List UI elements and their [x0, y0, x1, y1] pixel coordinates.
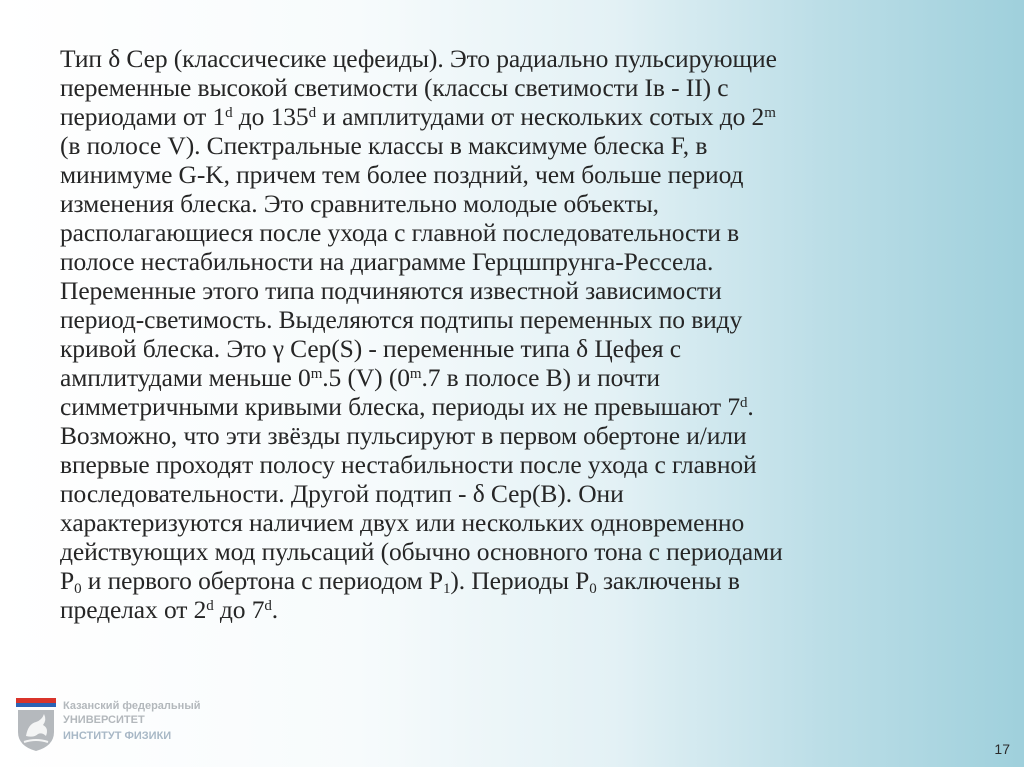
text-line: [60, 363, 960, 392]
text-line: [60, 218, 960, 247]
subscript: 0: [74, 580, 82, 597]
text-line: [60, 44, 960, 73]
text-line: [60, 247, 960, 276]
text-line: [60, 73, 960, 102]
text-line: [60, 131, 960, 160]
text-segment: до 135: [232, 102, 309, 131]
text-segment: и амплитудами от нескольких сотых до 2: [315, 102, 765, 131]
text-segment: .7 в полосе В) и почти: [421, 363, 660, 392]
text-segment: характеризуются наличием двух или нескольких одновременно: [60, 508, 745, 537]
text-line: [60, 566, 960, 595]
superscript: d: [308, 104, 316, 121]
text-segment: действующих мод пульсаций (обычно основного тона с периодами: [60, 537, 783, 566]
text-segment: .: [271, 595, 279, 624]
superscript: d: [264, 597, 272, 614]
text-segment: Р: [60, 566, 75, 595]
text-segment: заключены в: [596, 566, 740, 595]
slide-body-text: [60, 44, 960, 624]
text-line: [60, 276, 960, 305]
text-segment: кривой блеска. Это γ Сер(S) - переменные типа δ Цефея с: [60, 334, 681, 363]
footer-university: [63, 699, 200, 743]
text-segment: ). Периоды Р: [450, 566, 590, 595]
text-segment: .: [747, 392, 754, 421]
university-name-line1: Казанский федеральный: [63, 700, 201, 712]
text-segment: периодами от 1: [60, 102, 226, 131]
text-segment: изменения блеска. Это сравнительно молодые объекты,: [60, 189, 659, 218]
text-line: [60, 537, 960, 566]
subscript: 0: [589, 580, 597, 597]
subscript: 1: [443, 580, 451, 597]
text-segment: до 7: [213, 595, 265, 624]
superscript: d: [206, 597, 214, 614]
text-line: [60, 479, 960, 508]
text-line: [60, 421, 960, 450]
text-line: [60, 305, 960, 334]
superscript: m: [409, 365, 422, 382]
text-line: [60, 189, 960, 218]
text-segment: впервые проходят полосу нестабильности после ухода с главной: [60, 450, 757, 479]
text-segment: (в полосе V). Спектральные классы в максимуме блеска F, в: [60, 131, 708, 160]
text-segment: полосе нестабильности на диаграмме Герцшпрунга-Рессела.: [60, 247, 714, 276]
text-segment: и первого обертона с периодом Р: [81, 566, 443, 595]
text-line: [60, 392, 960, 421]
text-segment: Переменные этого типа подчиняются известной зависимости: [60, 276, 722, 305]
page-number: 17: [994, 741, 1010, 757]
kfu-logo-icon: [16, 698, 56, 752]
text-line: [60, 508, 960, 537]
text-segment: Возможно, что эти звёзды пульсируют в первом обертоне и/или: [60, 421, 747, 450]
text-segment: располагающиеся после ухода с главной последовательности в: [60, 218, 740, 247]
text-segment: .5 (V) (0: [322, 363, 410, 392]
text-line: [60, 160, 960, 189]
text-segment: переменные высокой светимости (классы светимости Iв - II) с: [60, 73, 729, 102]
superscript: m: [310, 365, 323, 382]
text-segment: Тип δ Сер (классичесике цефеиды). Это радиально пульсирующие: [60, 44, 777, 73]
text-line: [60, 102, 960, 131]
text-line: [60, 595, 960, 624]
text-segment: последовательности. Другой подтип - δ Сер(В). Они: [60, 479, 624, 508]
superscript: m: [764, 104, 776, 121]
text-segment: пределах от 2: [60, 595, 207, 624]
institute-name: ИНСТИТУТ ФИЗИКИ: [63, 730, 172, 742]
superscript: d: [225, 104, 233, 121]
text-segment: симметричными кривыми блеска, периоды их не превышают 7: [60, 392, 740, 421]
university-name-line2: УНИВЕРСИТЕТ: [63, 714, 145, 726]
text-segment: амплитудами меньше 0: [60, 363, 311, 392]
text-line: [60, 450, 960, 479]
superscript: d: [740, 394, 748, 411]
text-line: [60, 334, 960, 363]
text-segment: период-светимость. Выделяются подтипы переменных по виду: [60, 305, 743, 334]
text-segment: минимуме G-K, причем тем более поздний, чем больше период: [60, 160, 744, 189]
